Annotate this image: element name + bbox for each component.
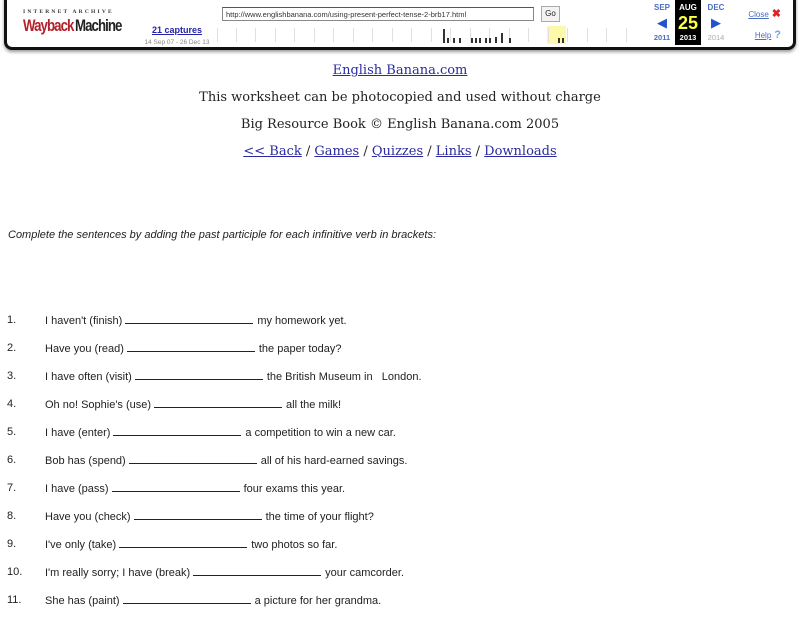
captures-info — [137, 20, 217, 46]
answer-blank — [135, 369, 263, 380]
exercise-number: 10. — [7, 566, 23, 578]
sentence-start: I have often (visit) — [45, 371, 132, 383]
prev-year[interactable]: 2011 — [653, 33, 671, 42]
previous-capture[interactable] — [647, 0, 677, 45]
exercise-number: 5. — [7, 426, 17, 438]
back-link[interactable]: << Back — [243, 144, 302, 159]
timeline-capture-bar — [562, 38, 564, 43]
timeline-tick — [567, 28, 568, 42]
exercise-item — [0, 593, 800, 621]
nav-separator: / — [423, 144, 436, 159]
go-button[interactable]: Go — [541, 6, 560, 22]
sentence-start: She has (paint) — [45, 595, 120, 607]
timeline-tick — [333, 28, 334, 42]
timeline-tick — [411, 28, 412, 42]
exercise-item — [0, 565, 800, 593]
sentence-end: my homework yet. — [257, 315, 347, 327]
photocopy-notice: This worksheet can be photocopied and used without charge — [199, 90, 601, 105]
timeline-tick — [236, 28, 237, 42]
current-day: 25 — [677, 13, 699, 33]
exercise-item — [0, 425, 800, 453]
exercise-number: 9. — [7, 538, 17, 550]
worksheet-instructions: Complete the sentences by adding the past participle for each infinitive verb in brackets: — [8, 229, 437, 241]
exercise-number: 3. — [7, 370, 17, 382]
answer-blank — [125, 313, 253, 324]
nav-separator: / — [359, 144, 372, 159]
sentence-start: Oh no! Sophie's (use) — [45, 399, 152, 411]
timeline-tick — [217, 28, 218, 42]
wayback-toolbar — [4, 0, 796, 50]
timeline-tick — [392, 28, 393, 42]
timeline-capture-bar — [479, 38, 481, 43]
nav-links — [0, 143, 800, 170]
exercise-number: 11. — [7, 594, 22, 606]
exercise-list — [0, 313, 800, 621]
timeline-tick — [275, 28, 276, 42]
timeline-capture-bar — [443, 29, 445, 43]
exercise-item — [0, 481, 800, 509]
logo-wayback: Wayback — [23, 16, 74, 35]
site-home-link[interactable]: English Banana.com — [332, 63, 468, 78]
current-month: AUG — [679, 3, 697, 12]
answer-blank — [112, 481, 240, 492]
exercise-number: 4. — [7, 398, 17, 410]
sentence-start: Have you (check) — [45, 511, 131, 523]
sentence-start: I'm really sorry; I have (break) — [45, 567, 191, 579]
answer-blank — [134, 509, 262, 520]
copyright-line: Big Resource Book © English Banana.com 2005 — [240, 117, 560, 132]
sentence-end: all the milk! — [286, 399, 342, 411]
prev-arrow-icon[interactable]: ◀ — [657, 15, 667, 30]
sentence-end: your camcorder. — [325, 567, 405, 579]
answer-blank — [119, 537, 247, 548]
downloads-link[interactable]: Downloads — [484, 144, 557, 159]
logo-machine: Machine — [74, 16, 122, 35]
nav-separator: / — [471, 144, 485, 159]
help-button[interactable] — [755, 29, 781, 41]
sentence-start: Have you (read) — [45, 343, 124, 355]
timeline-tick — [587, 28, 588, 42]
timeline-capture-bar — [471, 38, 473, 43]
wayback-logo[interactable] — [23, 9, 122, 35]
calendar-navigator — [647, 0, 742, 45]
timeline-tick — [626, 28, 627, 42]
timeline-tick — [548, 28, 549, 42]
nav-separator: / — [301, 144, 315, 159]
close-button[interactable] — [748, 7, 781, 20]
quizzes-link[interactable]: Quizzes — [371, 144, 424, 159]
timeline-capture-bar — [495, 37, 497, 43]
sentence-start: Bob has (spend) — [45, 455, 126, 467]
timeline-tick — [255, 28, 256, 42]
timeline-tick — [431, 28, 432, 42]
timeline-capture-bar — [459, 38, 461, 43]
url-input[interactable]: http://www.englishbanana.com/using-present-perfect-tense-2-brb17.html — [222, 7, 534, 21]
answer-blank — [129, 453, 257, 464]
close-label[interactable]: Close — [748, 10, 769, 19]
sentence-end: the time of your flight? — [265, 511, 374, 523]
next-month[interactable]: DEC — [707, 3, 725, 12]
exercise-item — [0, 341, 800, 369]
timeline-capture-bar — [475, 38, 477, 43]
prev-month[interactable]: SEP — [653, 3, 670, 12]
games-link[interactable]: Games — [314, 144, 360, 159]
exercise-item — [0, 509, 800, 537]
sentence-end: all of his hard-earned savings. — [260, 455, 408, 467]
current-capture — [675, 0, 701, 45]
capture-timeline[interactable] — [215, 26, 635, 44]
exercise-item — [0, 313, 800, 341]
timeline-capture-bar — [485, 38, 487, 43]
timeline-capture-bar — [501, 33, 503, 43]
exercise-number: 2. — [7, 342, 17, 354]
timeline-tick — [314, 28, 315, 42]
exercise-item — [0, 369, 800, 397]
exercise-item — [0, 397, 800, 425]
sentence-start: I have (pass) — [45, 483, 109, 495]
timeline-tick — [372, 28, 373, 42]
timeline-tick — [353, 28, 354, 42]
sentence-end: four exams this year. — [243, 483, 346, 495]
exercise-number: 6. — [7, 454, 17, 466]
timeline-tick — [528, 28, 529, 42]
capture-date-range: 14 Sep 07 - 26 Dec 13 — [144, 39, 210, 46]
next-year: 2014 — [707, 33, 725, 42]
timeline-tick — [606, 28, 607, 42]
help-label[interactable]: Help — [754, 31, 772, 40]
sentence-end: a competition to win a new car. — [245, 427, 396, 439]
exercise-number: 7. — [7, 482, 17, 494]
sentence-start: I haven't (finish) — [45, 315, 123, 327]
timeline-capture-bar — [447, 38, 449, 43]
answer-blank — [123, 593, 251, 604]
help-icon[interactable]: ? — [774, 29, 781, 41]
timeline-capture-bar — [509, 38, 511, 43]
sentence-start: I've only (take) — [45, 539, 117, 551]
site-header — [0, 62, 800, 170]
timeline-capture-bar — [558, 38, 560, 43]
close-icon[interactable]: ✖ — [771, 8, 781, 20]
timeline-tick — [294, 28, 295, 42]
sentence-end: two photos so far. — [251, 539, 338, 551]
captures-link[interactable]: 21 captures — [151, 25, 203, 35]
timeline-capture-bar — [489, 38, 491, 43]
sentence-start: I have (enter) — [45, 427, 111, 439]
next-arrow-icon[interactable]: ▶ — [711, 15, 721, 30]
exercise-number: 8. — [7, 510, 17, 522]
sentence-end: the paper today? — [258, 343, 342, 355]
answer-blank — [127, 341, 255, 352]
exercise-number: 1. — [7, 314, 17, 326]
logo-internet-archive: INTERNET ARCHIVE — [23, 9, 114, 15]
exercise-item — [0, 453, 800, 481]
timeline-capture-bar — [453, 38, 455, 43]
answer-blank — [154, 397, 282, 408]
sentence-end: a picture for her grandma. — [254, 595, 382, 607]
sentence-end: the British Museum in London. — [266, 371, 422, 383]
exercise-item — [0, 537, 800, 565]
next-capture[interactable] — [701, 0, 731, 45]
links-link[interactable]: Links — [435, 144, 472, 159]
current-year: 2013 — [679, 33, 697, 42]
answer-blank — [113, 425, 241, 436]
timeline-tick — [450, 28, 451, 42]
answer-blank — [193, 565, 321, 576]
